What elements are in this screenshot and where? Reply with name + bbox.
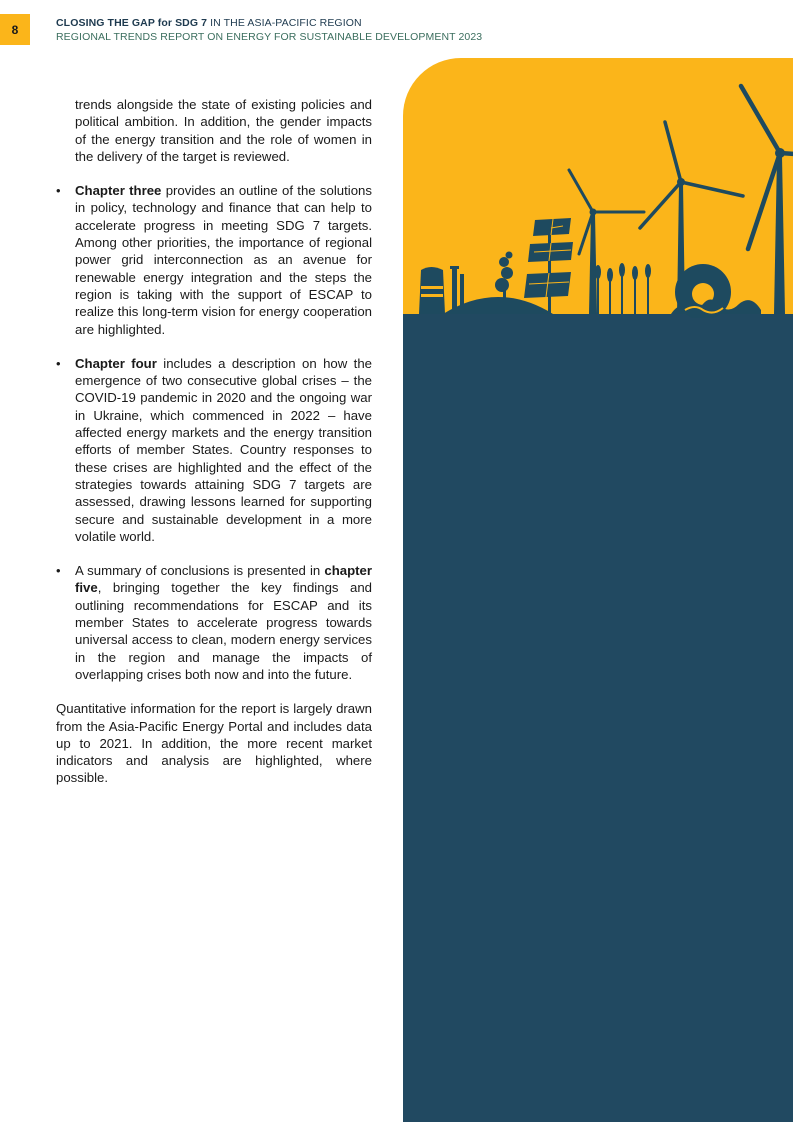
wind-turbine-icon: [569, 170, 644, 314]
bullet-lead: Chapter three: [75, 183, 162, 199]
bullet-dot: •: [56, 355, 61, 371]
bullet-dot: •: [56, 183, 61, 199]
running-header-subtitle: REGIONAL TRENDS REPORT ON ENERGY FOR SUSTAINABLE DEVELOPMENT 2023: [56, 31, 483, 43]
running-header-title: [56, 17, 362, 29]
bullet-chapter-five: [56, 562, 372, 683]
energy-silhouette-illustration: [403, 58, 793, 318]
solar-panel-icon: [524, 218, 573, 314]
bullet-dot: •: [56, 563, 61, 579]
wind-turbine-icon: [741, 86, 793, 314]
bullet-text: provides an outline of the solutions in policy, technology and finance that can help to accelerate progress in meeting SDG 7 targets. Among other priorities, the importance of regional power grid interconnection as an avenue for renewable energy integration and the steps the region is taking with the support of ESCAP to realize this long-term vision for energy cooperation are highlighted.: [75, 183, 372, 337]
sun-over-waves-icon: [671, 264, 761, 318]
bullet-lead: chapter five: [75, 563, 372, 596]
bullet-text: includes a description on how the emergence of two consecutive global crises – the COVID-19 pandemic in 2020 and the ongoing war in Ukraine, which commenced in 2022 – have affected energy markets and the energy transition efforts of member States. Country responses to these crises are highlighted and the effect of the strategies towards attaining SDG 7 targets are assessed, drawing lessons learned for supporting secure and sustainable development in a more volatile world.: [75, 355, 373, 544]
energy-illustration-panel: [403, 58, 793, 1122]
bullet-lead: Chapter four: [75, 355, 157, 371]
bullet-text: , bringing together the key findings and outlining recommendations for ESCAP and its member States to accelerate progress towards universal access to clean, modern energy services in the region and manage the impacts of overlapping crises both now and into the future.: [75, 580, 372, 682]
bullet-chapter-three: [56, 182, 372, 338]
wheat-crop-icon: [595, 263, 651, 314]
intro-paragraph: trends alongside the state of existing policies and political ambition. In addition, the gender impacts of the energy transition and the role of women in the delivery of the target is reviewed.: [75, 97, 372, 164]
main-text-column: [56, 96, 372, 787]
header-title-rest: IN THE ASIA-PACIFIC REGION: [207, 17, 362, 29]
closing-paragraph: Quantitative information for the report is largely drawn from the Asia-Pacific Energy Portal and includes data up to 2021. In addition, the more recent market indicators and analysis are highlighted, where possible.: [56, 701, 372, 786]
bullet-pre: A summary of conclusions is presented in: [75, 563, 325, 579]
bullet-chapter-four: [56, 355, 372, 545]
header-title-bold: CLOSING THE GAP for SDG 7: [56, 17, 208, 29]
page-number: 8: [0, 14, 30, 45]
navy-panel-block: [403, 314, 793, 1122]
